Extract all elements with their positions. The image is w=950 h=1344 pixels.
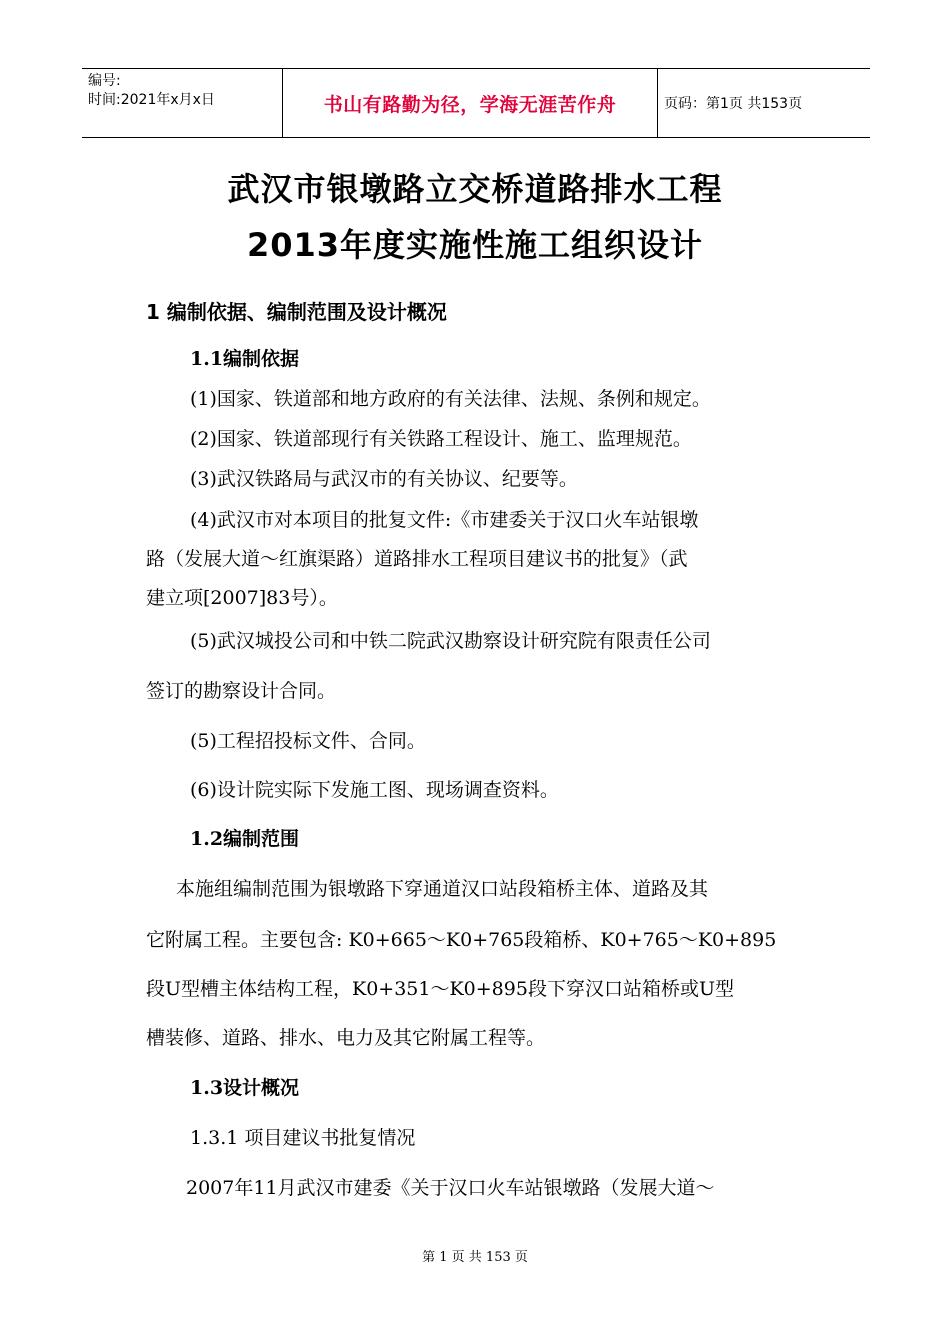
serial-label: 编号: bbox=[88, 73, 121, 89]
list-item: (4)武汉市对本项目的批复文件:《市建委关于汉口火车站银墩 bbox=[190, 509, 699, 531]
header-page-cell bbox=[658, 69, 870, 137]
list-item: (1)国家、铁道部和地方政府的有关法律、法规、条例和规定。 bbox=[190, 388, 711, 410]
paragraph-line: 2007年11月武汉市建委《关于汉口火车站银墩路（发展大道～ bbox=[186, 1177, 715, 1199]
paragraph-line: 本施组编制范围为银墩路下穿通道汉口站段箱桥主体、道路及其 bbox=[176, 878, 709, 900]
list-item: (5)工程招投标文件、合同。 bbox=[190, 730, 426, 752]
paragraph-line: 槽装修、道路、排水、电力及其它附属工程等。 bbox=[146, 1027, 546, 1049]
list-item-continued: 签订的勘察设计合同。 bbox=[146, 680, 337, 702]
list-item-continued: 路（发展大道～红旗渠路）道路排水工程项目建议书的批复》（武 bbox=[146, 548, 688, 570]
page-header bbox=[82, 68, 870, 138]
list-item: (2)国家、铁道部现行有关铁路工程设计、施工、监理规范。 bbox=[190, 428, 692, 450]
subsection-heading: 1.1编制依据 bbox=[190, 348, 300, 370]
subsection-heading: 1.2编制范围 bbox=[190, 828, 300, 850]
paragraph-line: 它附属工程。主要包含: K0+665～K0+765段箱桥、K0+765～K0+895 bbox=[146, 929, 777, 951]
time-label: 时间:2021年x月x日 bbox=[88, 92, 215, 108]
header-motto-cell bbox=[282, 69, 658, 137]
page-info: 页码：第1页 共153页 bbox=[664, 96, 803, 112]
list-item-continued: 建立项[2007]83号）。 bbox=[146, 587, 338, 609]
page-footer: 第 1 页 共 153 页 bbox=[422, 1250, 528, 1265]
list-item: (3)武汉铁路局与武汉市的有关协议、纪要等。 bbox=[190, 468, 578, 490]
document-title-line2: 2013年度实施性施工组织设计 bbox=[246, 226, 704, 264]
motto: 书山有路勤为径，学海无涯苦作舟 bbox=[323, 93, 617, 116]
header-meta bbox=[82, 69, 282, 137]
document-title-line1: 武汉市银墩路立交桥道路排水工程 bbox=[227, 170, 723, 208]
subsubsection-heading: 1.3.1 项目建议书批复情况 bbox=[190, 1127, 416, 1149]
subsection-heading: 1.3设计概况 bbox=[190, 1077, 300, 1099]
list-item: (6)设计院实际下发施工图、现场调查资料。 bbox=[190, 779, 559, 801]
paragraph-line: 段U型槽主体结构工程，K0+351～K0+895段下穿汉口站箱桥或U型 bbox=[146, 978, 734, 1000]
list-item: (5)武汉城投公司和中铁二院武汉勘察设计研究院有限责任公司 bbox=[190, 630, 711, 652]
section-heading: 1 编制依据、编制范围及设计概况 bbox=[146, 300, 447, 324]
